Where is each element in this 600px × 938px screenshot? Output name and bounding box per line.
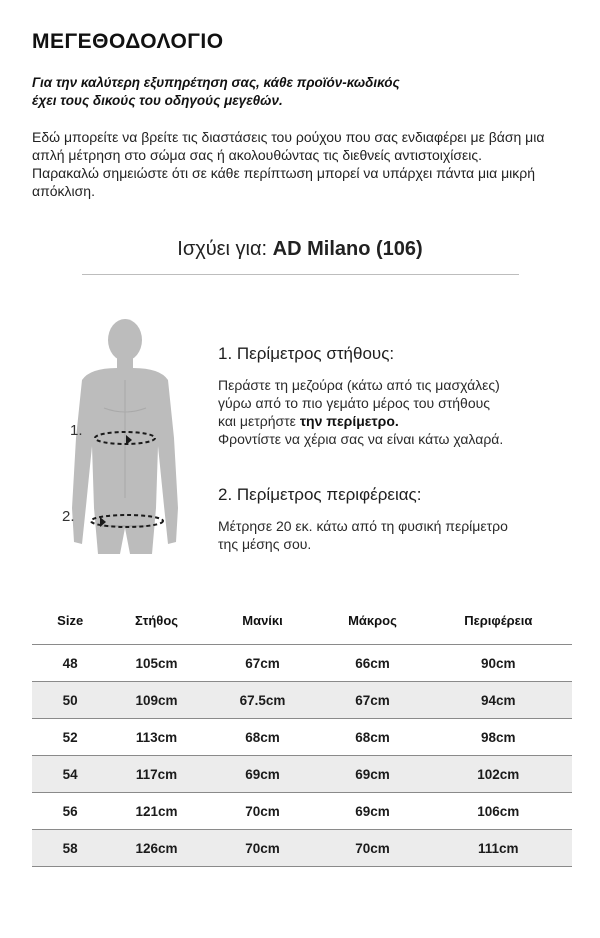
cell-length: 70cm <box>320 830 424 867</box>
header-sleeve: Μανίκι <box>242 612 283 628</box>
table-header-row <box>32 602 572 638</box>
cell-size: 54 <box>32 756 108 793</box>
chest-line-1: Περάστε τη μεζούρα (κάτω από τις μασχάλες) <box>218 377 500 393</box>
hips-heading: 2. Περίμετρος περιφέρειας: <box>218 485 422 504</box>
cell-size: 56 <box>32 793 108 830</box>
page-title: ΜΕΓΕΘΟΔΟΛΟΓΙΟ <box>32 30 224 53</box>
header-hips: Περιφέρεια <box>464 612 533 628</box>
chest-instructions <box>218 376 558 448</box>
intro-paragraph-2: Παρακαλώ σημειώστε ότι σε κάθε περίπτωση μπορεί να υπάρχει πάντα μια μικρή απόκλιση. <box>32 165 536 199</box>
cell-length: 66cm <box>320 645 424 682</box>
chest-line-3-pre: και μετρήστε <box>218 413 300 429</box>
applies-prefix: Ισχύει για: <box>177 238 273 260</box>
cell-sleeve: 70cm <box>205 830 321 867</box>
intro-text <box>32 128 572 200</box>
chest-line-3 <box>218 412 558 430</box>
intro-paragraph-1: Εδώ μπορείτε να βρείτε τις διαστάσεις του ρούχου που σας ενδιαφέρει με βάση μια απλή μέτρηση στο σώμα σας ή ακολουθώντας τις διεθνείς αντιστοιχίσεις. <box>32 129 545 163</box>
applies-to <box>0 238 600 261</box>
cell-size: 48 <box>32 645 108 682</box>
table-row <box>32 830 572 867</box>
lead-line-1: Για την καλύτερη εξυπηρέτηση σας, κάθε προϊόν-κωδικός <box>32 75 400 90</box>
chest-line-3-bold: την περίμετρο. <box>299 413 399 429</box>
table-row <box>32 719 572 756</box>
chest-heading: 1. Περίμετρος στήθους: <box>218 344 395 363</box>
cell-hips: 94cm <box>425 682 572 719</box>
cell-chest: 109cm <box>108 682 204 719</box>
cell-sleeve: 70cm <box>205 793 321 830</box>
table-row <box>32 645 572 682</box>
chest-measurement <box>218 344 558 448</box>
cell-chest: 117cm <box>108 756 204 793</box>
marker-hips: 2. <box>62 508 75 525</box>
cell-hips: 98cm <box>425 719 572 756</box>
table-row <box>32 793 572 830</box>
divider <box>82 274 519 275</box>
cell-length: 69cm <box>320 756 424 793</box>
cell-sleeve: 67cm <box>205 645 321 682</box>
hips-measurement <box>218 485 558 553</box>
hips-line-1: Μέτρησε 20 εκ. κάτω από τη φυσική περίμετρο <box>218 518 508 534</box>
cell-sleeve: 68cm <box>205 719 321 756</box>
cell-sleeve: 67.5cm <box>205 682 321 719</box>
product-name: AD Milano (106) <box>272 238 423 260</box>
cell-chest: 113cm <box>108 719 204 756</box>
size-table <box>32 602 572 867</box>
cell-chest: 121cm <box>108 793 204 830</box>
cell-hips: 106cm <box>425 793 572 830</box>
table-row <box>32 682 572 719</box>
cell-chest: 105cm <box>108 645 204 682</box>
cell-chest: 126cm <box>108 830 204 867</box>
cell-sleeve: 69cm <box>205 756 321 793</box>
chest-line-2: γύρω από το πιο γεμάτο μέρος του στήθους <box>218 395 491 411</box>
cell-length: 67cm <box>320 682 424 719</box>
cell-hips: 111cm <box>425 830 572 867</box>
hips-instructions <box>218 517 558 553</box>
lead-line-2: έχει τους δικούς του οδηγούς μεγεθών. <box>32 93 283 108</box>
chest-line-4: Φροντίστε να χέρια σας να είναι κάτω χαλαρά. <box>218 431 504 447</box>
lead-text <box>32 74 572 110</box>
cell-hips: 90cm <box>425 645 572 682</box>
marker-chest: 1. <box>70 422 83 439</box>
table-row <box>32 756 572 793</box>
cell-hips: 102cm <box>425 756 572 793</box>
cell-length: 68cm <box>320 719 424 756</box>
hips-line-2: της μέσης σου. <box>218 536 312 552</box>
cell-size: 50 <box>32 682 108 719</box>
cell-size: 58 <box>32 830 108 867</box>
header-size: Size <box>57 612 84 628</box>
header-length: Μάκρος <box>348 612 397 628</box>
cell-size: 52 <box>32 719 108 756</box>
cell-length: 69cm <box>320 793 424 830</box>
header-chest: Στήθος <box>134 612 179 628</box>
